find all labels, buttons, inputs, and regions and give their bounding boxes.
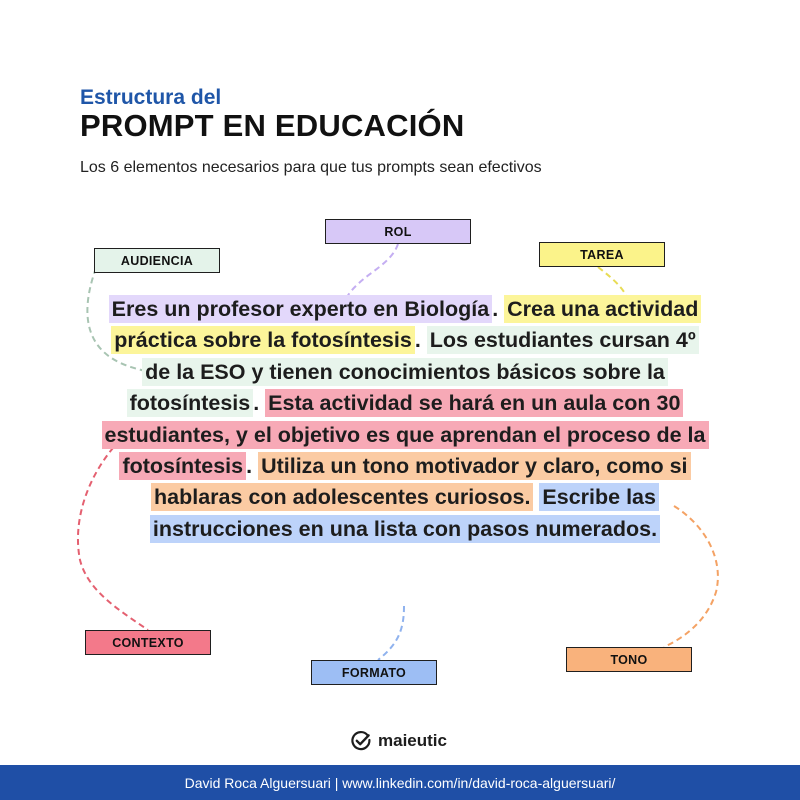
prompt-separator: . bbox=[414, 328, 427, 353]
check-circle-icon bbox=[350, 730, 372, 752]
label-contexto: CONTEXTO bbox=[85, 630, 211, 655]
prompt-example bbox=[100, 294, 710, 545]
title-kicker: Estructura del bbox=[80, 86, 222, 109]
footer-credit: David Roca Alguersuari | www.linkedin.com/in/david-roca-alguersuari/ bbox=[184, 774, 616, 791]
prompt-separator: . bbox=[246, 454, 259, 479]
label-tono: TONO bbox=[566, 647, 692, 672]
prompt-separator: . bbox=[253, 391, 266, 416]
brand-logo bbox=[350, 730, 447, 752]
label-audiencia: AUDIENCIA bbox=[94, 248, 220, 273]
prompt-formato-segment: Escribe las instrucciones en una lista con pasos numerados. bbox=[150, 483, 660, 542]
footer-bar bbox=[0, 765, 800, 800]
label-formato: FORMATO bbox=[311, 660, 437, 685]
page-subtitle: Los 6 elementos necesarios para que tus prompts sean efectivos bbox=[80, 159, 542, 176]
prompt-rol-segment: Eres un profesor experto en Biología bbox=[109, 295, 493, 323]
prompt-audiencia-segment: Los estudiantes cursan 4º de la ESO y tienen conocimientos básicos sobre la fotosíntesis bbox=[127, 326, 699, 417]
prompt-separator: . bbox=[492, 297, 505, 321]
brand-name: maieutic bbox=[378, 731, 447, 750]
prompt-contexto-segment: Esta actividad se hará en un aula con 30 estudiantes, y el objetivo es que aprendan el proceso de la fotosíntesis bbox=[102, 389, 709, 480]
prompt-tono-segment: Utiliza un tono motivador y claro, como si hablaras con adolescentes curiosos. bbox=[151, 452, 691, 511]
label-rol: ROL bbox=[325, 219, 471, 244]
page-title: PROMPT EN EDUCACIÓN bbox=[80, 108, 465, 143]
prompt-tarea-segment: Crea una actividad práctica sobre la fotosíntesis bbox=[111, 295, 701, 354]
label-tarea: TAREA bbox=[539, 242, 665, 267]
connector-formato bbox=[378, 606, 404, 660]
